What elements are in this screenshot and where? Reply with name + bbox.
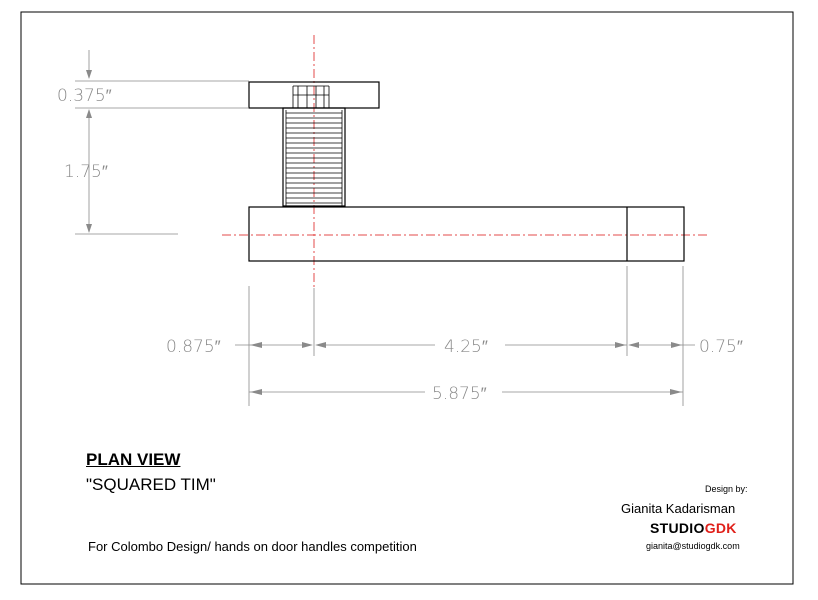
rosette-slots [293,86,329,108]
center-lines [222,35,708,288]
studio-prefix: STUDIO [650,520,705,536]
studio-logo [650,520,737,536]
model-name: "SQUARED TIM" [86,475,216,494]
designer-email: gianita@studiogdk.com [646,541,740,551]
dim-left-offset: 0.875″ [166,337,221,357]
dim-overall-length: 5.875″ [432,384,487,404]
dim-end-length: 0.75″ [699,337,743,357]
view-title: PLAN VIEW [86,450,181,469]
dim-middle-length: 4.25″ [444,337,488,357]
studio-accent: GDK [704,520,737,536]
sheet-border [21,12,793,584]
competition-note: For Colombo Design/ hands on door handles competition [88,539,417,554]
designer-name: Gianita Kadarisman [621,501,736,516]
design-by-label: Design by: [705,484,748,494]
dim-stem-height: 1.75″ [64,162,108,182]
dim-top-thickness: 0.375″ [57,86,112,106]
